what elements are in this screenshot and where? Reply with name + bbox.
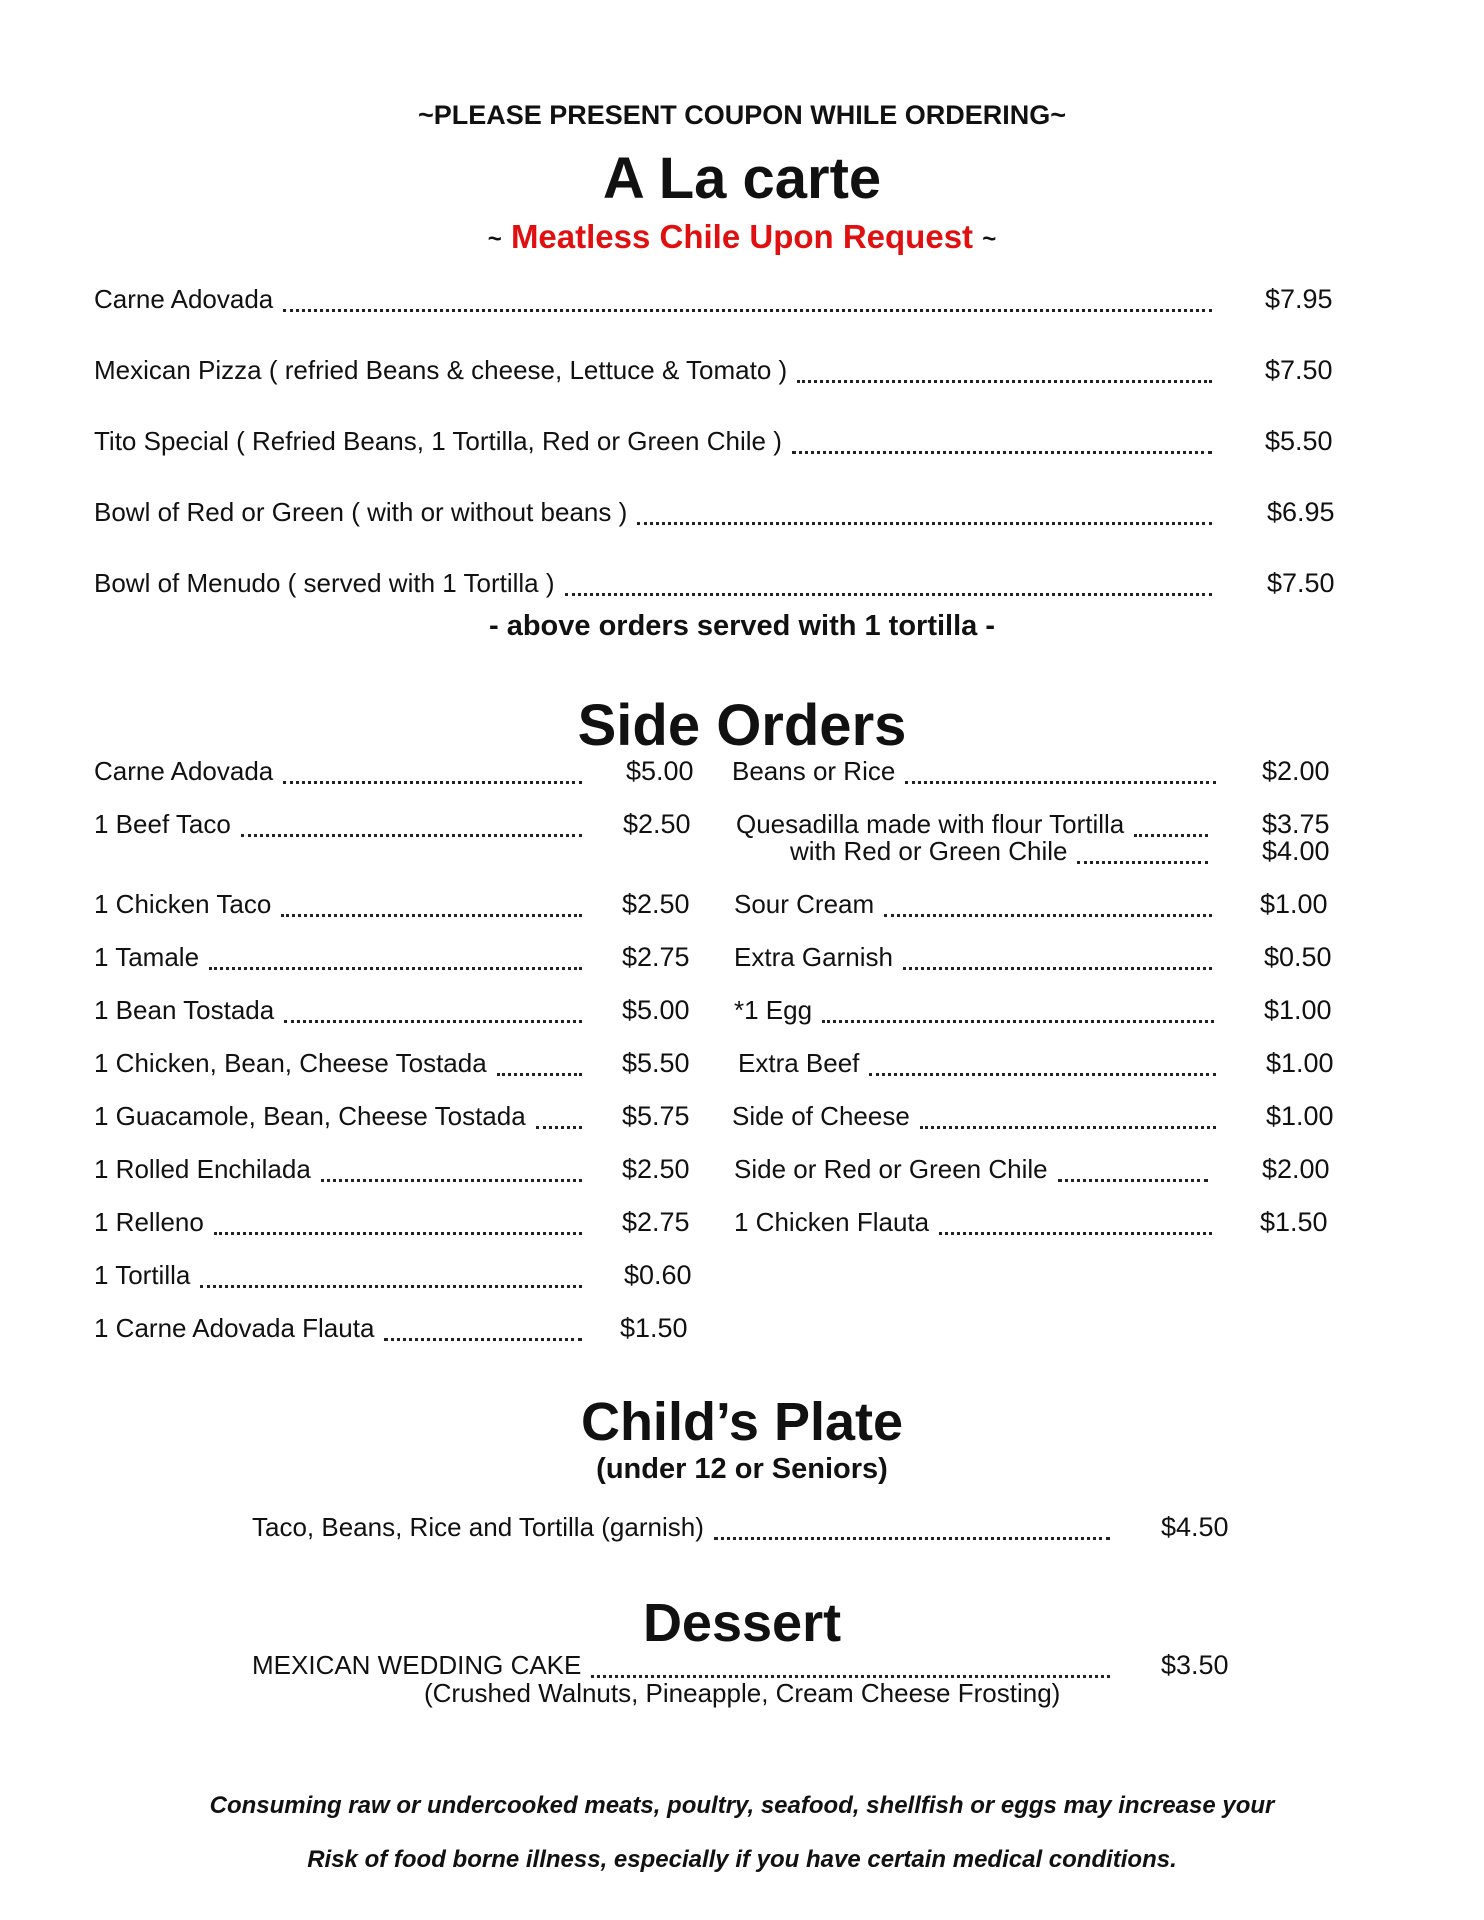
list-item: Taco, Beans, Rice and Tortilla (garnish) [252, 1512, 1114, 1546]
dessert-description: (Crushed Walnuts, Pineapple, Cream Cheese Frosting) [424, 1678, 1061, 1708]
item-price: $1.50 [1260, 1207, 1328, 1237]
list-item: 1 Chicken Flauta [734, 1207, 1216, 1241]
list-item: Bowl of Red or Green ( with or without beans ) [94, 497, 1216, 531]
item-price: $4.50 [1161, 1512, 1229, 1542]
list-item: 1 Chicken, Bean, Cheese Tostada [94, 1048, 586, 1082]
item-price: $7.95 [1265, 284, 1333, 314]
list-item: 1 Bean Tostada [94, 995, 586, 1029]
item-price: $6.95 [1267, 497, 1335, 527]
list-item: Carne Adovada [94, 284, 1216, 318]
item-price: $2.00 [1262, 756, 1330, 786]
list-item: 1 Tamale [94, 942, 586, 976]
item-price: $2.50 [623, 809, 691, 839]
list-item: *1 Egg [734, 995, 1218, 1029]
list-item: 1 Chicken Taco [94, 889, 586, 923]
childs-plate-title: Child’s Plate [580, 1392, 904, 1452]
item-price: $1.00 [1266, 1101, 1334, 1131]
disclaimer-line-1: Consuming raw or undercooked meats, poultry, seafood, shellfish or eggs may increase your [209, 1792, 1275, 1819]
item-price: $2.00 [1262, 1154, 1330, 1184]
list-item: Beans or Rice [732, 756, 1220, 790]
list-item: 1 Tortilla [94, 1260, 586, 1294]
item-price: $5.00 [622, 995, 690, 1025]
item-price: $5.75 [622, 1101, 690, 1131]
list-item: Extra Beef [738, 1048, 1220, 1082]
list-item: 1 Carne Adovada Flauta [94, 1313, 586, 1347]
list-item: Side or Red or Green Chile [734, 1154, 1212, 1188]
item-price: $1.50 [620, 1313, 688, 1343]
coupon-notice: ~PLEASE PRESENT COUPON WHILE ORDERING~ [417, 100, 1067, 130]
item-price: $5.50 [1265, 426, 1333, 456]
item-price: $0.50 [1264, 942, 1332, 972]
item-price: $2.75 [622, 942, 690, 972]
disclaimer-line-2: Risk of food borne illness, especially if you have certain medical conditions. [307, 1846, 1177, 1873]
meatless-chile-note: ~ Meatless Chile Upon Request ~ [487, 218, 997, 255]
item-price: $5.50 [622, 1048, 690, 1078]
list-item: 1 Rolled Enchilada [94, 1154, 586, 1188]
list-item: MEXICAN WEDDING CAKE [252, 1650, 1114, 1684]
list-item: Side of Cheese [732, 1101, 1220, 1135]
item-price: $1.00 [1264, 995, 1332, 1025]
list-item: Quesadilla made with flour Tortilla [736, 809, 1212, 843]
item-price: $1.00 [1266, 1048, 1334, 1078]
side-orders-title: Side Orders [577, 693, 907, 758]
item-price: $7.50 [1265, 355, 1333, 385]
item-price: $2.50 [622, 889, 690, 919]
childs-plate-subtitle: (under 12 or Seniors) [596, 1453, 888, 1485]
tortilla-note: - above orders served with 1 tortilla - [488, 610, 996, 642]
item-price: $2.50 [622, 1154, 690, 1184]
item-price: $3.75 [1262, 809, 1330, 839]
list-item: Mexican Pizza ( refried Beans & cheese, Lettuce & Tomato ) [94, 355, 1216, 389]
item-price: $4.00 [1262, 836, 1330, 866]
item-price: $5.00 [626, 756, 694, 786]
list-item: 1 Relleno [94, 1207, 586, 1241]
list-item: 1 Beef Taco [94, 809, 586, 843]
list-item: 1 Guacamole, Bean, Cheese Tostada [94, 1101, 586, 1135]
list-item: Tito Special ( Refried Beans, 1 Tortilla, Red or Green Chile ) [94, 426, 1216, 460]
list-item: Bowl of Menudo ( served with 1 Tortilla ) [94, 568, 1216, 602]
list-item: Sour Cream [734, 889, 1216, 923]
a-la-carte-title: A La carte [602, 146, 882, 211]
dessert-title: Dessert [642, 1593, 842, 1653]
item-price: $1.00 [1260, 889, 1328, 919]
list-item: with Red or Green Chile [790, 836, 1212, 870]
item-price: $7.50 [1267, 568, 1335, 598]
list-item: Carne Adovada [94, 756, 586, 790]
item-price: $2.75 [622, 1207, 690, 1237]
list-item: Extra Garnish [734, 942, 1216, 976]
item-price: $0.60 [624, 1260, 692, 1290]
item-price: $3.50 [1161, 1650, 1229, 1680]
